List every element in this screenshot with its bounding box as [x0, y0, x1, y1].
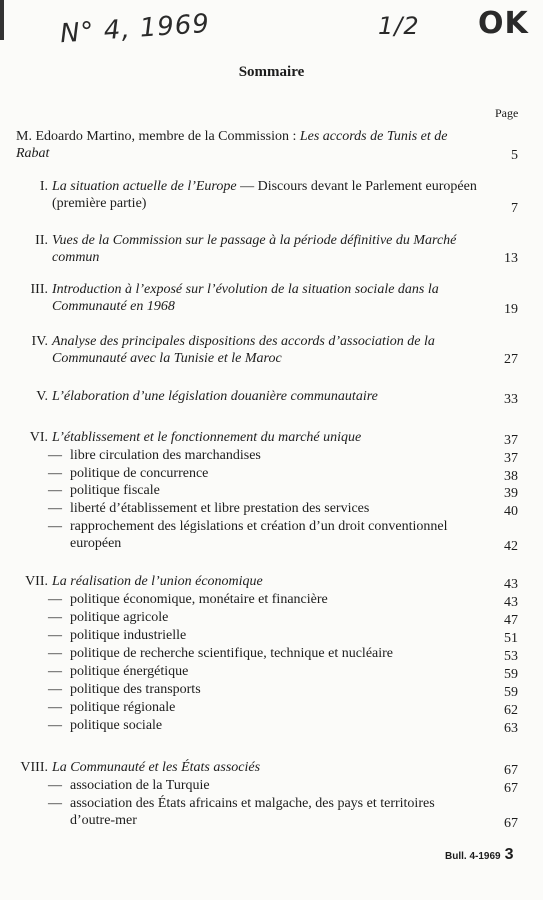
subitem-text: politique de recherche scientifique, technique et nucléaire — [70, 646, 394, 661]
section-numeral: II. — [35, 233, 48, 248]
dash-marker: — — [48, 501, 62, 516]
page-number: 33 — [504, 392, 518, 407]
page-title: Sommaire — [238, 64, 305, 80]
page-footer — [445, 846, 514, 864]
section-title: L’élaboration d’une législation douanière communautaire — [52, 389, 378, 404]
subitem-text: politique fiscale — [70, 483, 160, 498]
subitem-text: liberté d’établissement et libre prestation des services — [70, 501, 370, 516]
section-title: Analyse des principales dispositions des accords d’association de la Communauté avec la Tunisie et le Maroc — [52, 334, 435, 366]
page-number: 7 — [511, 201, 518, 216]
page-number: 67 — [504, 763, 518, 778]
page-number: 53 — [504, 649, 518, 664]
page-edge-mark — [0, 0, 4, 40]
dash-marker: — — [48, 519, 62, 534]
section-numeral: VIII. — [20, 760, 48, 775]
subitem-text: politique de concurrence — [70, 466, 209, 481]
dash-marker: — — [48, 628, 62, 643]
subitem-text: politique des transports — [70, 682, 201, 697]
section-title: Vues de la Commission sur le passage à la période définitive du Marché commun — [52, 233, 457, 265]
section-title: La réalisation de l’union économique — [52, 574, 263, 589]
dash-marker: — — [48, 483, 62, 498]
subitem-text: libre circulation des marchandises — [70, 448, 261, 463]
page-number: 47 — [504, 613, 518, 628]
dash-marker: — — [48, 592, 62, 607]
dash-marker: — — [48, 646, 62, 661]
page-number: 27 — [504, 352, 518, 367]
section-title: L’établissement et le fonctionnement du marché unique — [52, 430, 362, 445]
dash-marker: — — [48, 448, 62, 463]
dash-marker: — — [48, 718, 62, 733]
page-number: 59 — [504, 667, 518, 682]
subitem-text: politique industrielle — [70, 628, 187, 643]
dash-marker: — — [48, 664, 62, 679]
bulletin-label: Bull. 4-1969 — [445, 851, 501, 862]
intro-text: M. Edoardo Martino, membre de la Commission : — [16, 129, 300, 144]
handwritten-ok-note: OK — [478, 6, 529, 41]
section-subtitle: — Discours devant le Parlement européen (première partie) — [52, 179, 477, 211]
page-number: 67 — [504, 781, 518, 796]
page-number: 62 — [504, 703, 518, 718]
page-number: 5 — [511, 148, 518, 163]
page-number: 51 — [504, 631, 518, 646]
section-title: La situation actuelle de l’Europe — [52, 179, 237, 194]
dash-marker: — — [48, 778, 62, 793]
dash-marker: — — [48, 796, 62, 811]
subitem-text: politique agricole — [70, 610, 169, 625]
page-number: 43 — [504, 577, 518, 592]
subitem-text: association de la Turquie — [70, 778, 210, 793]
section-numeral: I. — [39, 179, 48, 194]
section-numeral: V. — [36, 389, 48, 404]
page-column-header: Page — [495, 106, 519, 120]
section-numeral: VII. — [25, 574, 48, 589]
intro-title: Les accords de Tunis et de Rabat — [16, 129, 448, 161]
page-number: 63 — [504, 721, 518, 736]
page-number: 40 — [504, 504, 518, 519]
page-number: 37 — [504, 451, 518, 466]
subitem-text: politique économique, monétaire et financière — [70, 592, 328, 607]
section-numeral: III. — [30, 282, 48, 297]
page-number: 39 — [504, 486, 518, 501]
handwritten-fraction-note: 1/2 — [378, 12, 420, 40]
section-numeral: IV. — [31, 334, 48, 349]
dash-marker: — — [48, 466, 62, 481]
dash-marker: — — [48, 700, 62, 715]
dash-marker: — — [48, 682, 62, 697]
handwritten-issue-note: N° 4, 1969 — [59, 8, 211, 50]
page-number: 42 — [504, 539, 518, 554]
page-number: 43 — [504, 595, 518, 610]
page-number: 38 — [504, 469, 518, 484]
section-title: Introduction à l’exposé sur l’évolution de la situation sociale dans la Communauté en 1968 — [52, 282, 439, 314]
subitem-text: politique régionale — [70, 700, 176, 715]
subitem-text: politique énergétique — [70, 664, 189, 679]
page-number: 13 — [504, 251, 518, 266]
page-number: 59 — [504, 685, 518, 700]
section-title: La Communauté et les États associés — [52, 760, 261, 775]
subitem-text: association des États africains et malgache, des pays et territoires d’outre-mer — [70, 796, 435, 828]
section-numeral: VI. — [29, 430, 48, 445]
subitem-text: rapprochement des législations et création d’un droit conventionnel européen — [70, 519, 448, 551]
page-number: 19 — [504, 302, 518, 317]
page-number: 37 — [504, 433, 518, 448]
footer-page-number: 3 — [504, 846, 514, 863]
subitem-text: politique sociale — [70, 718, 163, 733]
dash-marker: — — [48, 610, 62, 625]
page-number: 67 — [504, 816, 518, 831]
